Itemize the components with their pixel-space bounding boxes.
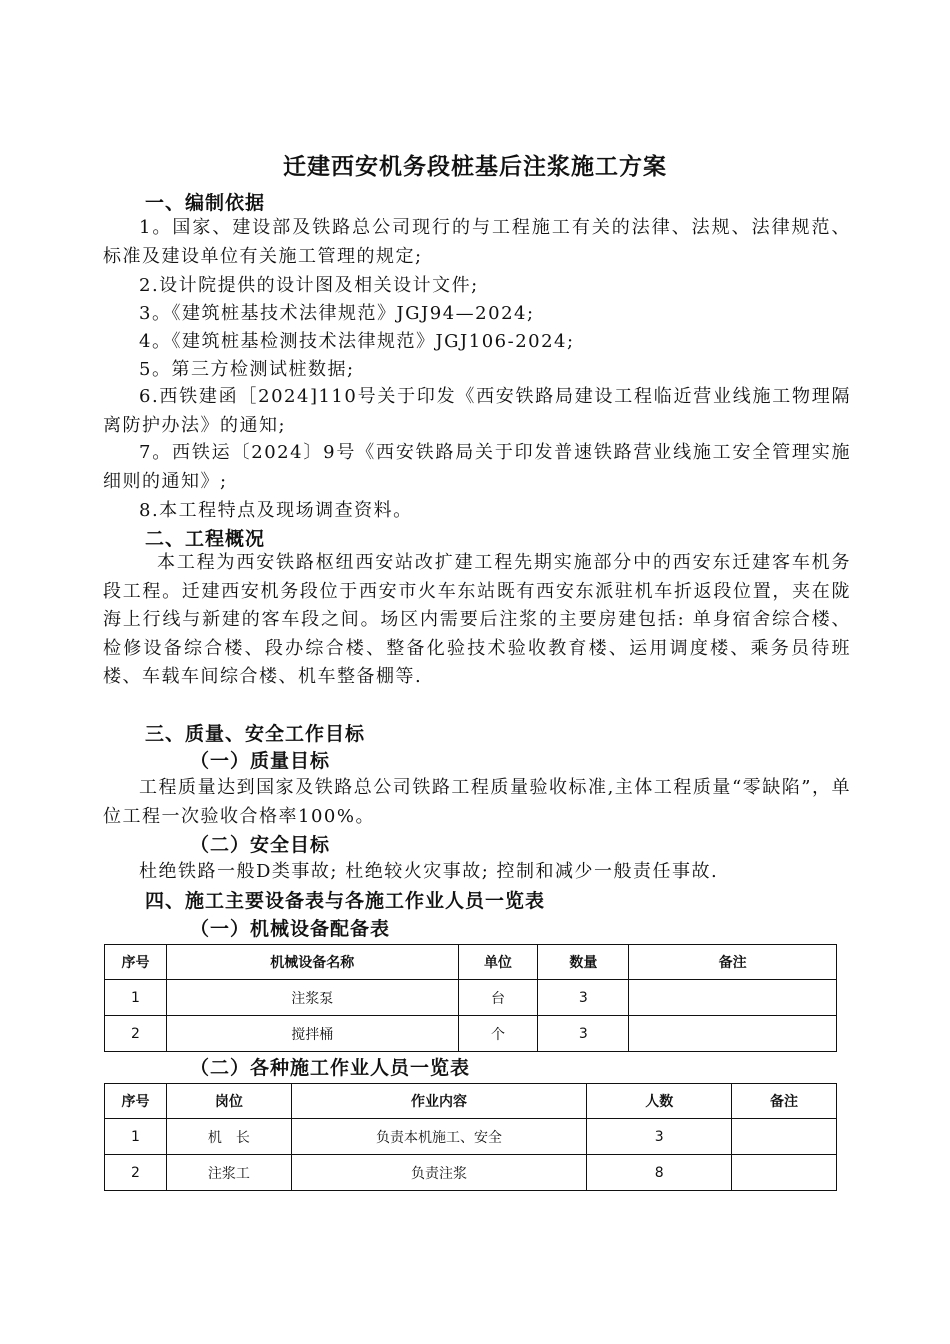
basis-item-3: 3。《建筑桩基技术法律规范》JGJ94—2024;: [139, 303, 535, 324]
subheading-equipment-table: （一）机械设备配备表: [190, 918, 391, 940]
table-cell: 3: [538, 1016, 629, 1052]
header-cell: 序号: [105, 1084, 167, 1119]
table-cell: [732, 1119, 837, 1155]
subheading-safety: （二）安全目标: [190, 834, 331, 856]
basis-item-8: 8.本工程特点及现场调查资料。: [139, 500, 413, 521]
header-cell: 序号: [105, 945, 167, 980]
quality-paragraph: 工程质量达到国家及铁路总公司铁路工程质量验收标准,主体工程质量“零缺陷”，单位工程一次验收合格率100%。: [103, 777, 851, 827]
table-cell: 1: [105, 1119, 167, 1155]
section-heading-equipment: 四、施工主要设备表与各施工作业人员一览表: [145, 890, 546, 912]
header-cell: 数量: [538, 945, 629, 980]
table-cell: [629, 980, 837, 1016]
subheading-personnel-table: （二）各种施工作业人员一览表: [190, 1057, 471, 1079]
subheading-quality: （一）质量目标: [190, 750, 331, 772]
table-row: [105, 980, 837, 1016]
table-cell: 台: [458, 980, 538, 1016]
table-header-row: [105, 1084, 837, 1119]
table-cell: 注浆工: [166, 1155, 291, 1191]
basis-item-4: 4。《建筑桩基检测技术法律规范》JGJ106-2024;: [139, 331, 575, 352]
table-cell: 机 长: [166, 1119, 291, 1155]
table-cell: 2: [105, 1155, 167, 1191]
personnel-table: [104, 1083, 837, 1191]
table-cell: 负责注浆: [291, 1155, 587, 1191]
overview-paragraph: 本工程为西安铁路枢纽西安站改扩建工程先期实施部分中的西安东迁建客车机务段工程。迁建西安机务段位于西安市火车东站既有西安东派驻机车折返段位置，夹在陇海上行线与新建的客车段之间。场区内需要后注浆的主要房建包括: 单身宿舍综合楼、检修设备综合楼、段办综合楼、整备化验技术验收教育楼、运用调度楼、乘务员待班楼、车载车间综合楼、机车整备棚等.: [103, 552, 851, 687]
table-cell: 2: [105, 1016, 167, 1052]
section-heading-overview: 二、工程概况: [145, 528, 266, 550]
header-cell: 单位: [458, 945, 538, 980]
table-cell: 3: [587, 1119, 732, 1155]
basis-item-7: 7。西铁运〔2024〕9号《西安铁路局关于印发普速铁路营业线施工安全管理实施细则的通知》;: [103, 442, 851, 492]
header-cell: 岗位: [166, 1084, 291, 1119]
document-title: 迁建西安机务段桩基后注浆施工方案: [283, 154, 667, 180]
header-cell: 备注: [732, 1084, 837, 1119]
section-heading-goals: 三、质量、安全工作目标: [145, 723, 366, 745]
section-heading-basis: 一、编制依据: [145, 192, 266, 214]
table-cell: 3: [538, 980, 629, 1016]
basis-item-1: 1。国家、建设部及铁路总公司现行的与工程施工有关的法律、法规、法律规范、标准及建设单位有关施工管理的规定;: [103, 217, 851, 267]
table-cell: 个: [458, 1016, 538, 1052]
basis-item-2: 2.设计院提供的设计图及相关设计文件;: [139, 275, 479, 296]
header-cell: 作业内容: [291, 1084, 587, 1119]
safety-paragraph: 杜绝铁路一般D类事故; 杜绝较火灾事故; 控制和减少一般责任事故.: [139, 861, 719, 882]
table-cell: [732, 1155, 837, 1191]
table-cell: 8: [587, 1155, 732, 1191]
basis-item-5: 5。第三方检测试桩数据;: [139, 359, 355, 380]
table-row: [105, 1155, 837, 1191]
table-cell: [629, 1016, 837, 1052]
header-cell: 备注: [629, 945, 837, 980]
basis-item-6: 6.西铁建函［2024]110号关于印发《西安铁路局建设工程临近营业线施工物理隔离防护办法》的通知;: [103, 386, 851, 436]
header-cell: 人数: [587, 1084, 732, 1119]
table-cell: 1: [105, 980, 167, 1016]
table-row: [105, 1016, 837, 1052]
table-cell: 负责本机施工、安全: [291, 1119, 587, 1155]
table-cell: 搅拌桶: [166, 1016, 458, 1052]
header-cell: 机械设备名称: [166, 945, 458, 980]
equipment-table: [104, 944, 837, 1052]
table-header-row: [105, 945, 837, 980]
table-cell: 注浆泵: [166, 980, 458, 1016]
table-row: [105, 1119, 837, 1155]
